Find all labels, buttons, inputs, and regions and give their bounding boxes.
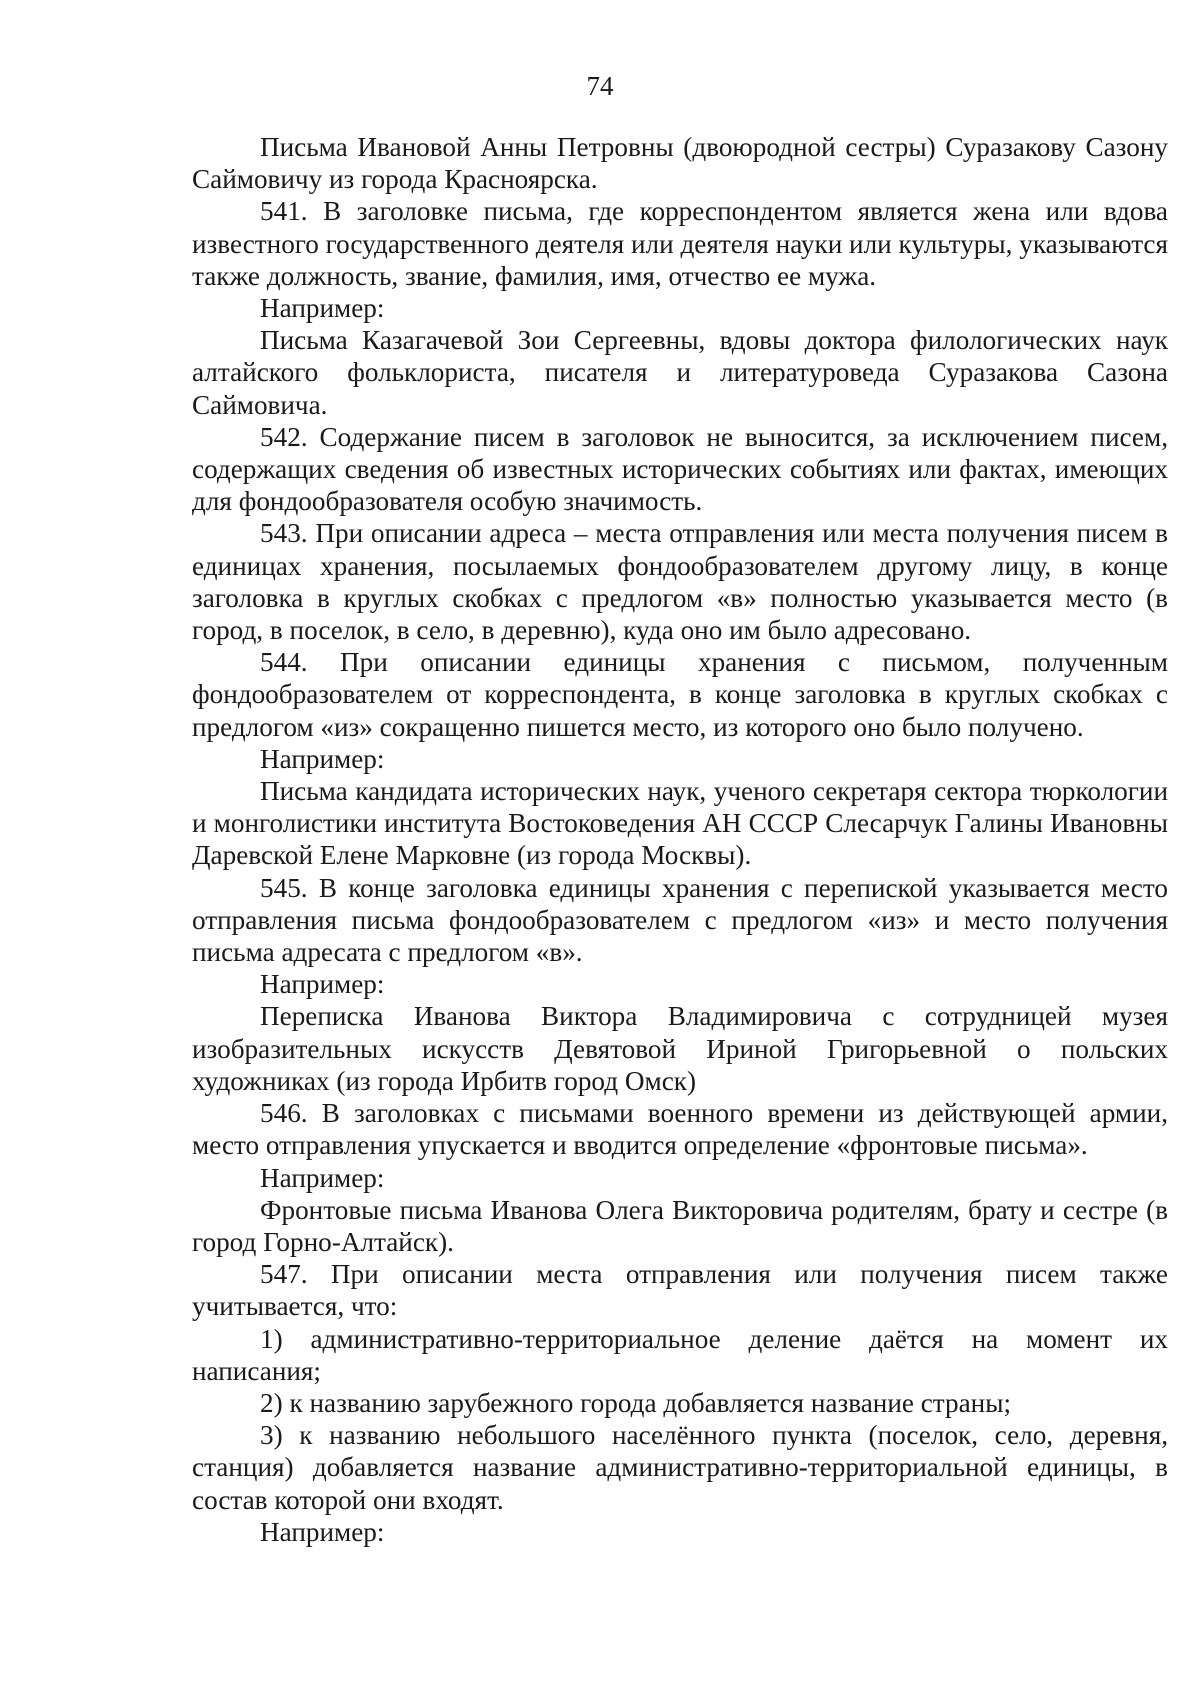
document-body [192, 131, 1168, 1548]
paragraph-example-ivanov-viktor: Переписка Иванова Виктора Владимировича с сотрудницей музея изобразительных искусств Девятовой Ириной Григорьевной о польских художниках (из города Ирбитв город Омск) [192, 1001, 1168, 1096]
paragraph-544: 544. При описании единицы хранения с письмом, полученным фондообразователем от корреспондента, в конце заголовка в круглых скобках с предлогом «из» сокращенно пишется место, из которого оно было получено. [192, 647, 1168, 742]
paragraph-example-slesarchuk: Письма кандидата исторических наук, ученого секретаря сектора тюркологии и монголистики института Востоковедения АН СССР Слесарчук Галины Ивановны Даревской Елене Марковне (из города Москвы). [192, 776, 1168, 871]
paragraph-543: 543. При описании адреса – места отправления или места получения писем в единицах хранения, посылаемых фондообразователем другому лицу, в конце заголовка в круглых скобках с предлогом «в» полностью указывается место (в город, в поселок, в село, в деревню), куда оно им было адресовано. [192, 518, 1168, 646]
paragraph-example-label: Например: [260, 969, 385, 1000]
paragraph-example-label: Например: [260, 293, 385, 324]
paragraph-letters-ivanova: Письма Ивановой Анны Петровны (двоюродной сестры) Суразакову Сазону Саймовичу из города Красноярска. [192, 132, 1168, 195]
paragraph-541: 541. В заголовке письма, где корреспондентом является жена или вдова известного государственного деятеля или деятеля науки или культуры, указываются также должность, звание, фамилия, имя, отчество ее мужа. [192, 196, 1168, 291]
paragraph-547-item-1: 1) административно-территориальное деление даётся на момент их написания; [192, 1323, 1168, 1386]
paragraph-example-kazagacheva: Письма Казагачевой Зои Сергеевны, вдовы доктора филологических наук алтайского фольклориста, писателя и литературоведа Суразакова Сазона Саймовича. [192, 325, 1168, 420]
paragraph-545: 545. В конце заголовка единицы хранения с перепиской указывается место отправления письма фондообразователем с предлогом «из» и место получения письма адресата с предлогом «в». [192, 872, 1168, 968]
paragraph-542: 542. Содержание писем в заголовок не выносится, за исключением писем, содержащих сведения об известных исторических событиях или фактах, имеющих для фондообразователя особую значимость. [192, 421, 1168, 517]
page-number: 74 [586, 71, 614, 101]
paragraph-example-label: Например: [260, 743, 385, 774]
paragraph-546: 546. В заголовках с письмами военного времени из действующей армии, место отправления упускается и вводится определение «фронтовые письма». [192, 1098, 1168, 1161]
paragraph-example-label: Например: [260, 1162, 385, 1193]
paragraph-example-label: Например: [260, 1516, 385, 1547]
paragraph-example-ivanov-oleg: Фронтовые письма Иванова Олега Викторовича родителям, брату и сестре (в город Горно-Алтайск). [192, 1194, 1168, 1257]
paragraph-547-item-2: 2) к названию зарубежного города добавляется название страны; [260, 1387, 1012, 1418]
paragraph-547: 547. При описании места отправления или получения писем также учитывается, что: [192, 1259, 1168, 1322]
paragraph-547-item-3: 3) к названию небольшого населённого пункта (поселок, село, деревня, станция) добавляется название административно-территориальной единицы, в состав которой они входят. [192, 1420, 1168, 1515]
